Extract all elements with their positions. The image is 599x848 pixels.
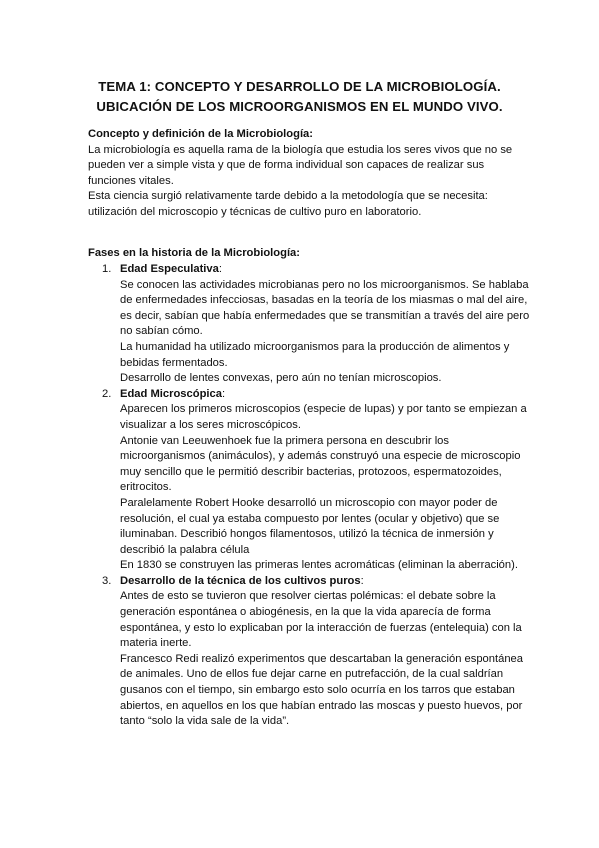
paragraph-origin: Esta ciencia surgió relativamente tarde debido a la metodología que se necesita: utilización del microscopio y técnicas de cultivo puro en laboratorio. bbox=[88, 190, 488, 218]
list-number: 2. bbox=[102, 387, 112, 400]
title-line-1: TEMA 1: CONCEPTO Y DESARROLLO DE LA MICROBIOLOGÍA. bbox=[98, 79, 501, 94]
phase-paragraph: Se conocen las actividades microbianas pero no los microorganismos. Se hablaba de enfermedades infecciosas, basadas en la teoría de los miasmas o mal del aire, es decir, sabían que había enfermedades que se transmitían a través del aire pero no sabían cómo. bbox=[120, 278, 530, 338]
document-title bbox=[60, 78, 539, 118]
section-heading-concept: Concepto y definición de la Microbiología: bbox=[88, 128, 314, 140]
phase-paragraph: Desarrollo de lentes convexas, pero aún no tenían microscopios. bbox=[120, 372, 442, 385]
phase-paragraph: En 1830 se construyen las primeras lentes acromáticas (eliminan la aberración). bbox=[120, 559, 518, 572]
phase-heading-suffix: : bbox=[360, 574, 364, 587]
phase-heading: Desarrollo de la técnica de los cultivos puros bbox=[120, 574, 361, 587]
list-item-phase-3 bbox=[100, 574, 530, 730]
phases-list bbox=[100, 262, 530, 730]
list-item-phase-2 bbox=[100, 387, 530, 574]
phase-body bbox=[120, 278, 530, 387]
phase-paragraph: Antes de esto se tuvieron que resolver ciertas polémicas: el debate sobre la generación espontánea o abiogénesis, en la que la vida aparecía de forma espontánea, y esto lo explicaban por la interacción de fuerzas (entelequia) con la materia inerte. bbox=[120, 590, 522, 650]
phase-paragraph: Aparecen los primeros microscopios (especie de lupas) y por tanto se empiezan a visualizar a los seres microscópicos. bbox=[120, 403, 527, 431]
phase-paragraph: Paralelamente Robert Hooke desarrolló un microscopio con mayor poder de resolución, el cual ya estaba compuesto por lentes (ocular y objetivo) que se iluminaban. Describió hongos filamentosos, utilizó la técnica de inmersión y describió la palabra célula bbox=[120, 496, 500, 556]
phase-heading: Edad Microscópica bbox=[120, 387, 222, 400]
phase-paragraph: Francesco Redi realizó experimentos que descartaban la generación espontánea de animales. Uno de ellos fue dejar carne en putrefacción, de la cual saldrían gusanos con el tiempo, sin embargo esto solo ocurría en los tarros que estaban abiertos, en aquellos en los que habían entrado las moscas y puesto huevos, por tanto “solo la vida sale de la vida”. bbox=[120, 652, 524, 728]
phase-heading: Edad Especulativa bbox=[120, 263, 219, 275]
paragraph-definition: La microbiología es aquella rama de la biología que estudia los seres vivos que no se pueden ver a simple vista y que de forma individual son capaces de realizar sus funciones vitales. bbox=[88, 143, 513, 187]
phase-paragraph: Antonie van Leeuwenhoek fue la primera persona en descubrir los microorganismos (animáculos), y además construyó una especie de microscopio muy sencillo que le permitió describir bacterias, protozoos, espermatozoides, eritrocitos. bbox=[120, 434, 521, 494]
list-number: 1. bbox=[102, 263, 112, 275]
section-phases-heading-wrap bbox=[88, 246, 528, 262]
title-line-2: UBICACIÓN DE LOS MICROORGANISMOS EN EL MUNDO VIVO. bbox=[96, 99, 503, 114]
phase-paragraph: La humanidad ha utilizado microorganismos para la producción de alimentos y bebidas fermentados. bbox=[120, 340, 510, 369]
list-number: 3. bbox=[102, 574, 112, 587]
phase-heading-suffix: : bbox=[218, 263, 222, 275]
phase-heading-suffix: : bbox=[221, 387, 226, 400]
list-item-phase-1 bbox=[100, 262, 530, 387]
phase-body bbox=[120, 402, 530, 574]
section-heading-phases: Fases en la historia de la Microbiología: bbox=[88, 247, 300, 259]
phase-body bbox=[120, 589, 530, 729]
section-concept bbox=[88, 127, 528, 221]
